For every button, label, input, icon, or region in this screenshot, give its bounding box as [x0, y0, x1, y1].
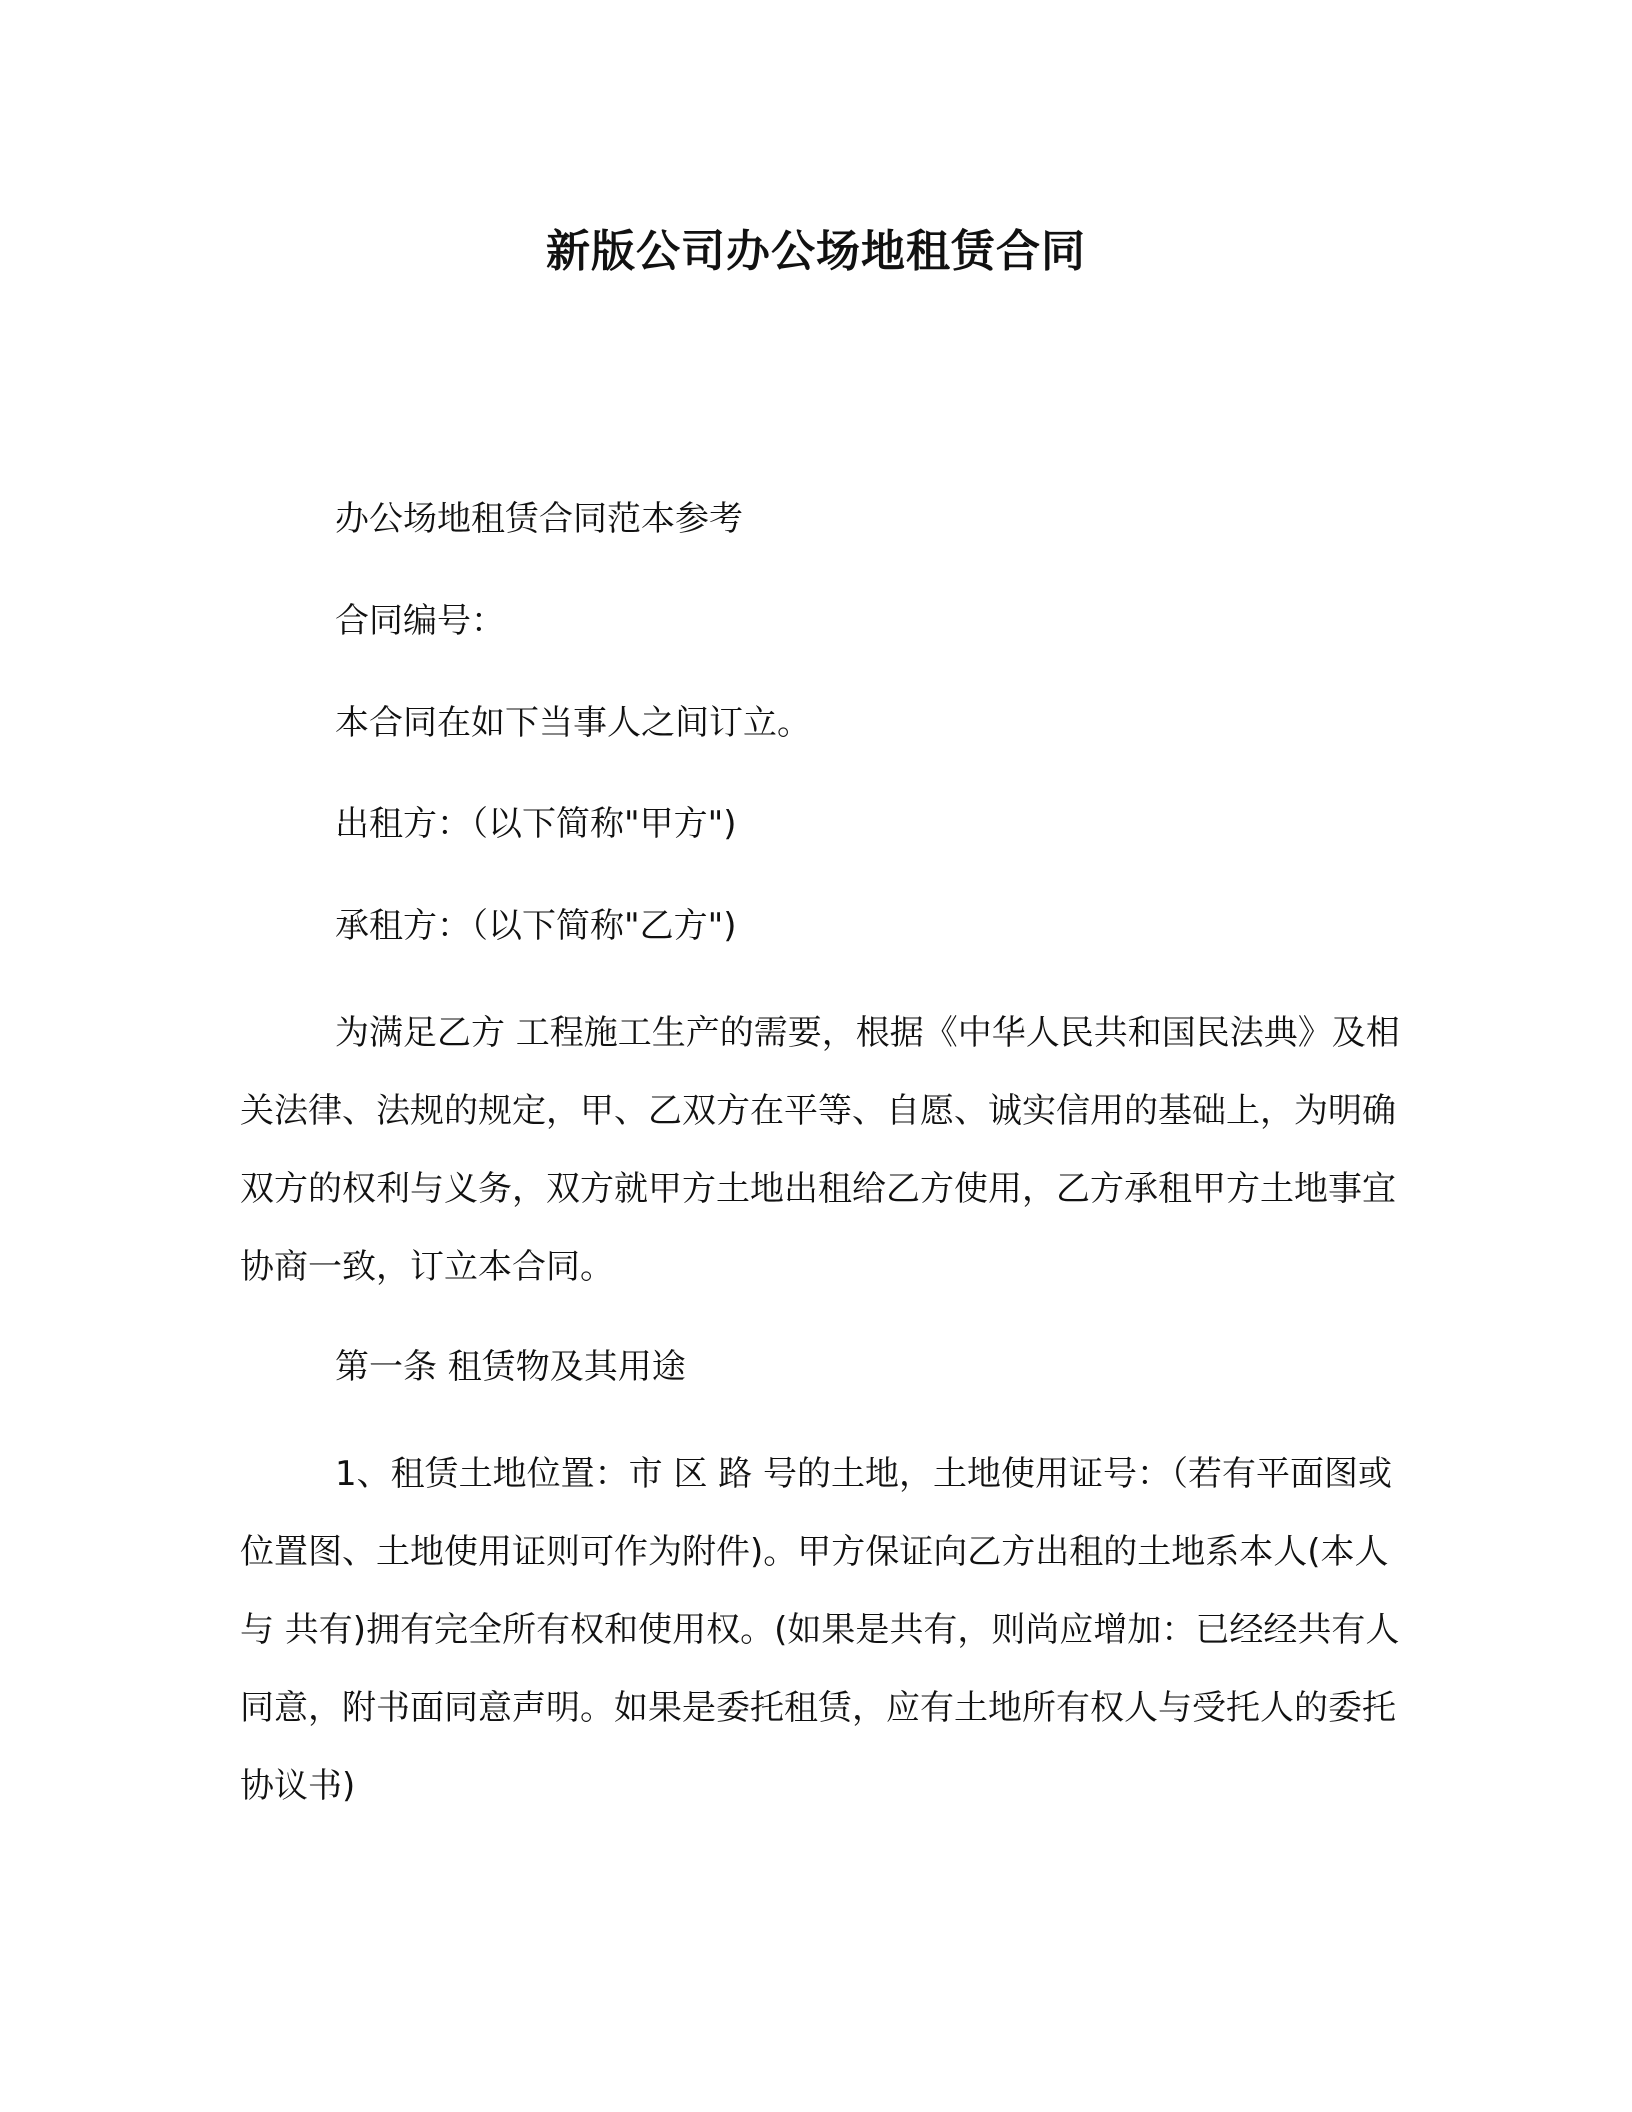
lessee-line: 承租方：（以下简称"乙方"): [335, 906, 737, 946]
document-title: 新版公司办公场地租赁合同: [546, 226, 1086, 277]
article-1-heading: 第一条 租赁物及其用途: [335, 1347, 686, 1387]
purpose-paragraph: 为满足乙方 工程施工生产的需要，根据《中华人民共和国民法典》及相关法律、法规的规定，甲、乙双方在平等、自愿、诚实信用的基础上，为明确双方的权利与义务，双方就甲方土地出租给乙方使用，乙方承租甲方土地事宜协商一致，订立本合同。: [240, 1013, 1400, 1287]
contract-number-label: 合同编号：: [335, 601, 505, 641]
article-1-clause-1: 1、租赁土地位置：市 区 路 号的土地，土地使用证号：（若有平面图或位置图、土地使用证则可作为附件)。甲方保证向乙方出租的土地系本人(本人与 共有)拥有完全所有权和使用权。(如果是共有，则尚应增加：已经经共有人同意，附书面同意声明。如果是委托租赁，应有土地所有权人与受托人的委托协议书): [240, 1454, 1400, 1806]
document-subtitle: 办公场地租赁合同范本参考: [335, 499, 743, 539]
lessor-line: 出租方：（以下简称"甲方"): [335, 804, 737, 844]
intro-line: 本合同在如下当事人之间订立。: [335, 703, 811, 743]
